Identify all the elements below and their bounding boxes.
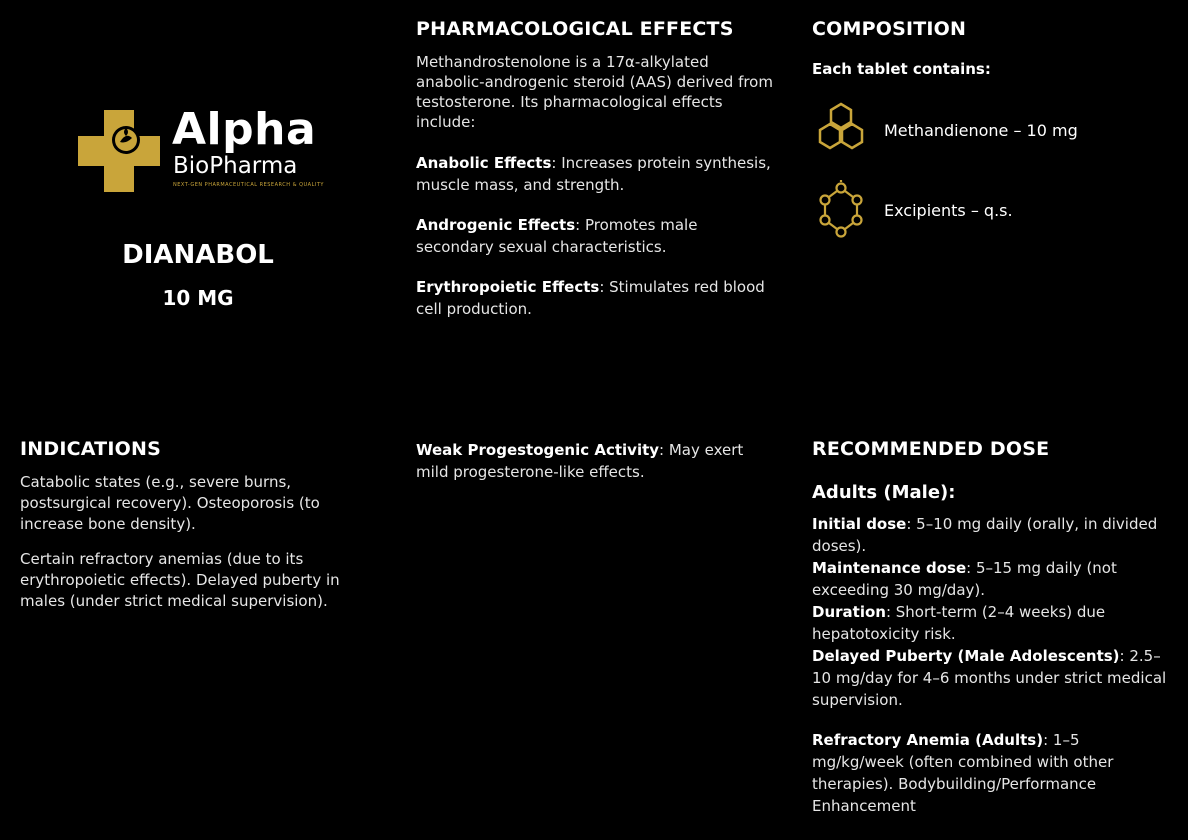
composition-item-label: Excipients – q.s. xyxy=(884,200,1013,220)
hexagon-cluster-icon xyxy=(812,102,870,158)
recommended-dose-heading: RECOMMENDED DOSE xyxy=(812,438,1050,460)
composition-section xyxy=(812,18,1172,80)
product-strength: 10 MG xyxy=(162,286,234,310)
indications-section xyxy=(20,438,370,612)
effect-item: Androgenic Effects: Promotes male secondary sexual characteristics. xyxy=(416,216,698,256)
pharmacological-effects-section xyxy=(416,18,776,320)
indications-heading: INDICATIONS xyxy=(20,438,161,460)
brand-name-primary: Alpha xyxy=(172,104,317,155)
composition-subheading: Each tablet contains: xyxy=(812,60,991,78)
effect-item: Weak Progestogenic Activity: May exert mild progesterone-like effects. xyxy=(416,441,744,481)
molecule-ring-icon xyxy=(812,180,870,240)
pharmacological-effects-heading: PHARMACOLOGICAL EFFECTS xyxy=(416,18,734,40)
effect-item: Anabolic Effects: Increases protein synthesis, muscle mass, and strength. xyxy=(416,154,771,194)
pharmacological-effects-intro: Methandrostenolone is a 17α-alkylated anabolic-androgenic steroid (AAS) derived from testosterone. Its pharmacological effects include: xyxy=(416,53,773,131)
composition-item-label: Methandienone – 10 mg xyxy=(884,120,1078,140)
composition-item xyxy=(812,102,1078,158)
effect-item: Erythropoietic Effects: Stimulates red blood cell production. xyxy=(416,278,765,318)
recommended-dose-section xyxy=(812,438,1172,817)
indications-paragraph: Certain refractory anemias (due to its erythropoietic effects). Delayed puberty in males (under strict medical supervision). xyxy=(20,550,340,610)
recommended-dose-subheading: Adults (Male): xyxy=(812,482,956,503)
brand-tagline: NEXT-GEN PHARMACEUTICAL RESEARCH & QUALITY xyxy=(173,182,324,188)
medical-cross-leaf-icon xyxy=(74,106,166,198)
brand-logo xyxy=(74,104,334,200)
indications-paragraph: Catabolic states (e.g., severe burns, postsurgical recovery). Osteoporosis (to increase bone density). xyxy=(20,473,320,533)
effect-item-continued xyxy=(416,439,776,483)
product-name: DIANABOL xyxy=(122,240,274,270)
brand-name-secondary: BioPharma xyxy=(173,153,298,179)
dose-item: Maintenance dose: 5–15 mg daily (not exceeding 30 mg/day). xyxy=(812,559,1117,599)
dose-item: Duration: Short-term (2–4 weeks) due hepatotoxicity risk. xyxy=(812,603,1106,643)
dose-item: Initial dose: 5–10 mg daily (orally, in divided doses). xyxy=(812,515,1158,555)
dose-item: Refractory Anemia (Adults): 1–5 mg/kg/week (often combined with other therapies). Bodybuilding/Performance Enhancement xyxy=(812,731,1114,815)
composition-heading: COMPOSITION xyxy=(812,18,967,40)
composition-item xyxy=(812,180,1013,240)
dose-item: Delayed Puberty (Male Adolescents): 2.5–10 mg/day for 4–6 months under strict medical supervision. xyxy=(812,647,1167,709)
